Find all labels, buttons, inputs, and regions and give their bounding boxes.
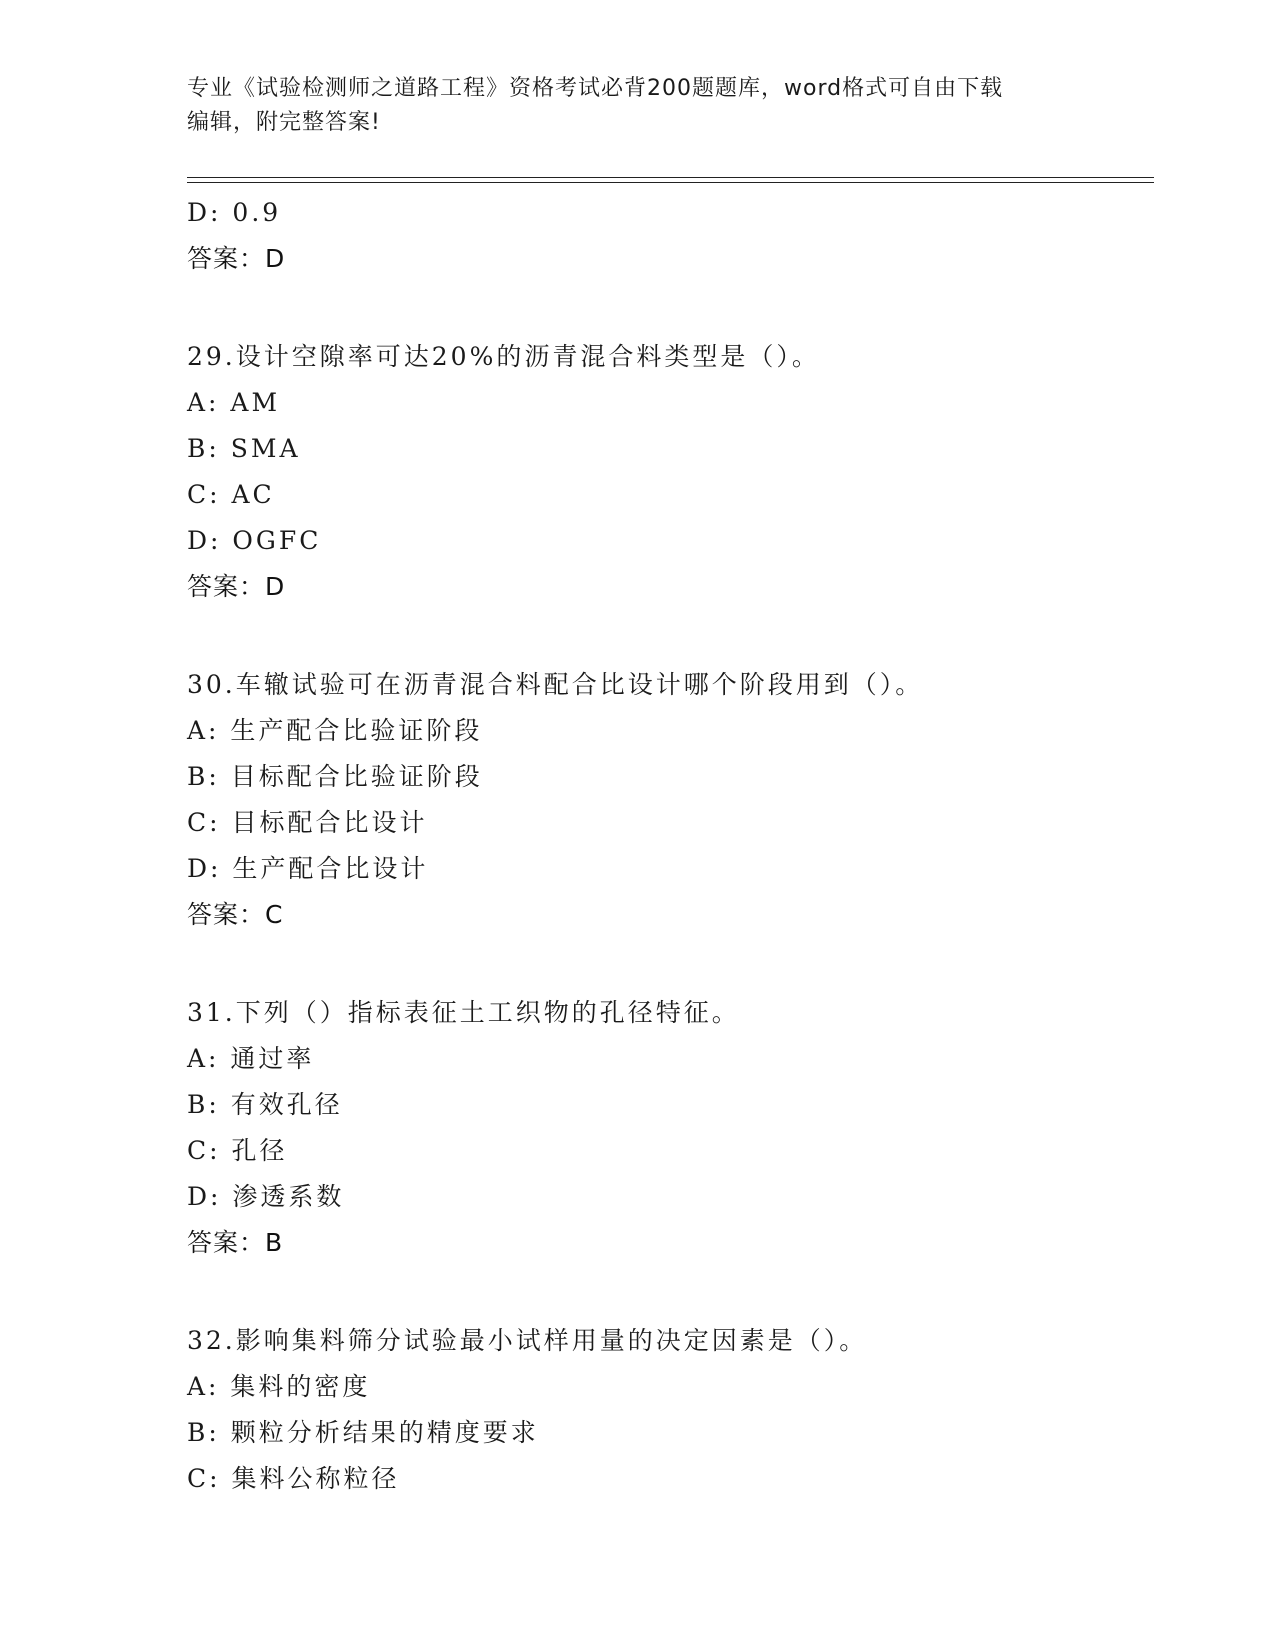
option-c: C: AC	[187, 480, 275, 509]
answer-label: 答案：D	[187, 572, 286, 601]
header-line-1: 专业《试验检测师之道路工程》资格考试必背200题题库，word格式可自由下载	[187, 76, 1004, 101]
header-divider-top	[187, 177, 1154, 178]
option-d: D: 渗透系数	[187, 1182, 345, 1211]
answer-label: 答案：D	[187, 244, 286, 273]
option-c: C: 孔径	[187, 1136, 288, 1165]
option-a: A: 集料的密度	[187, 1372, 371, 1401]
header-line-2: 编辑，附完整答案!	[187, 110, 381, 135]
question-32	[187, 1318, 1147, 1502]
option-b: B: 目标配合比验证阶段	[187, 762, 483, 791]
document-header	[187, 72, 1087, 140]
question-stem: 29.设计空隙率可达20%的沥青混合料类型是（）。	[187, 342, 820, 371]
answer-label: 答案：C	[187, 900, 284, 929]
option-a: A: 通过率	[187, 1044, 315, 1073]
option-d: D: OGFC	[187, 526, 322, 555]
carryover-block	[187, 190, 1147, 282]
option-a: A: AM	[187, 388, 281, 417]
option-d: D: 0.9	[187, 198, 282, 227]
question-stem: 32.影响集料筛分试验最小试样用量的决定因素是（）。	[187, 1326, 868, 1355]
question-list	[187, 190, 1147, 1502]
question-29	[187, 334, 1147, 610]
option-b: B: 有效孔径	[187, 1090, 343, 1119]
option-c: C: 目标配合比设计	[187, 808, 428, 837]
option-a: A: 生产配合比验证阶段	[187, 716, 483, 745]
answer-label: 答案：B	[187, 1228, 284, 1257]
question-31	[187, 990, 1147, 1266]
question-30	[187, 662, 1147, 938]
option-d: D: 生产配合比设计	[187, 854, 429, 883]
option-b: B: 颗粒分析结果的精度要求	[187, 1418, 539, 1447]
header-divider-bottom	[187, 182, 1154, 183]
option-b: B: SMA	[187, 434, 301, 463]
question-stem: 31.下列（）指标表征土工织物的孔径特征。	[187, 998, 740, 1027]
question-stem: 30.车辙试验可在沥青混合料配合比设计哪个阶段用到（）。	[187, 670, 924, 699]
option-c: C: 集料公称粒径	[187, 1464, 400, 1493]
